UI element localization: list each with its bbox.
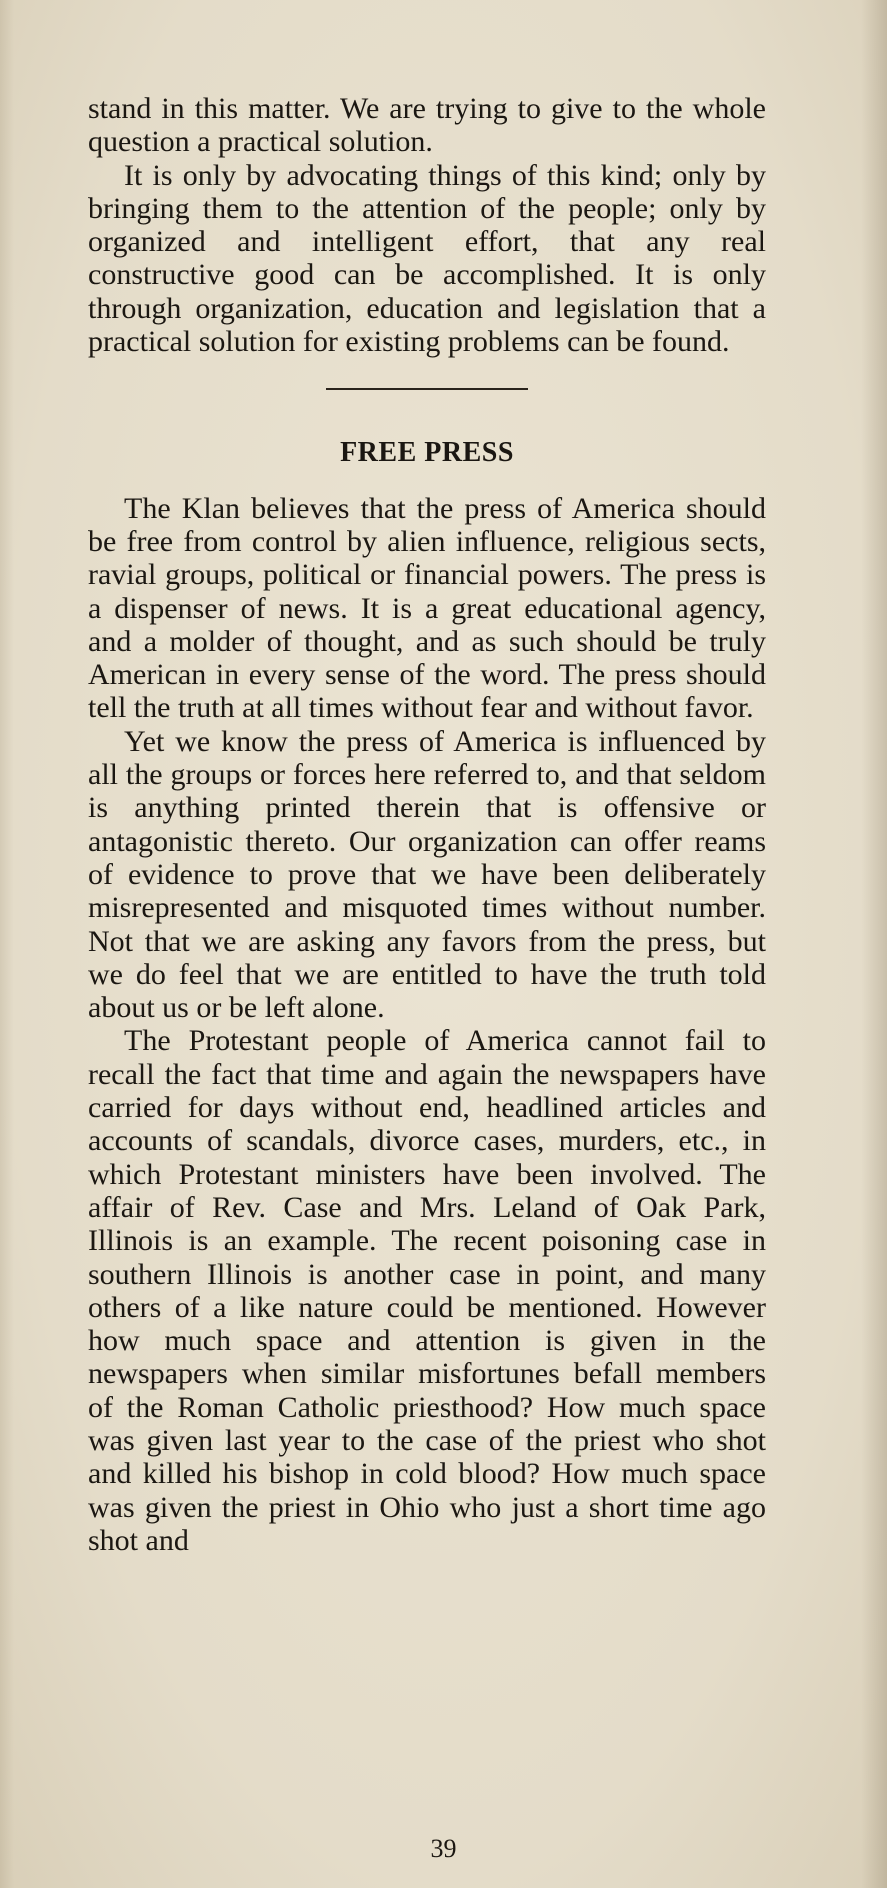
page-left-shadow [0,0,14,1888]
section-title: FREE PRESS [340,437,514,469]
page-right-shadow [861,0,887,1888]
page-number: 39 [430,1834,457,1863]
section-divider [326,388,528,390]
paragraph-klan-believes: The Klan believes that the press of America should be free from control by alien influence, religious sects, ravial groups, political or financial powers. The press is a dispenser of news. It is a great educational agency, and a molder of thought, and as such should be truly American in every sense of the word. The press should tell the truth at all times without fear and without favor. [88,491,766,725]
text-column [88,92,766,1557]
paragraph-continuation: stand in this matter. We are trying to give to the whole question a practical solution. [88,92,766,159]
paragraph-advocating: It is only by advocating things of this kind; only by bringing them to the attention of the people; only by organized and intelligent effort, that any real constructive good can be accomplished. It is only through organization, education and legislation that a practical solution for existing problems can be found. [88,158,766,359]
paragraph-protestant-people: The Protestant people of America cannot fail to recall the fact that time and again the newspapers have carried for days without end, headlined articles and accounts of scandals, divorce cases, murders, etc., in which Protestant ministers have been involved. The affair of Rev. Case and Mrs. Leland of Oak Park, Illinois is an example. The recent poisoning case in southern Illinois is another case in point, and many others of a like nature could be mentioned. However how much space and attention is given in the newspapers when similar misfortunes befall members of the Roman Catholic priesthood? How much space was given last year to the case of the priest who shot and killed his bishop in cold blood? How much space was given the priest in Ohio who just a short time ago shot and [88,1024,766,1557]
paragraph-press-influenced: Yet we know the press of America is influenced by all the groups or forces here referred to, and that seldom is anything printed therein that is offensive or antagonistic thereto. Our organization can offer reams of evidence to prove that we have been deliberately misrepresented and misquoted times without number. Not that we are asking any favors from the press, but we do feel that we are entitled to have the truth told about us or be left alone. [88,724,766,1025]
